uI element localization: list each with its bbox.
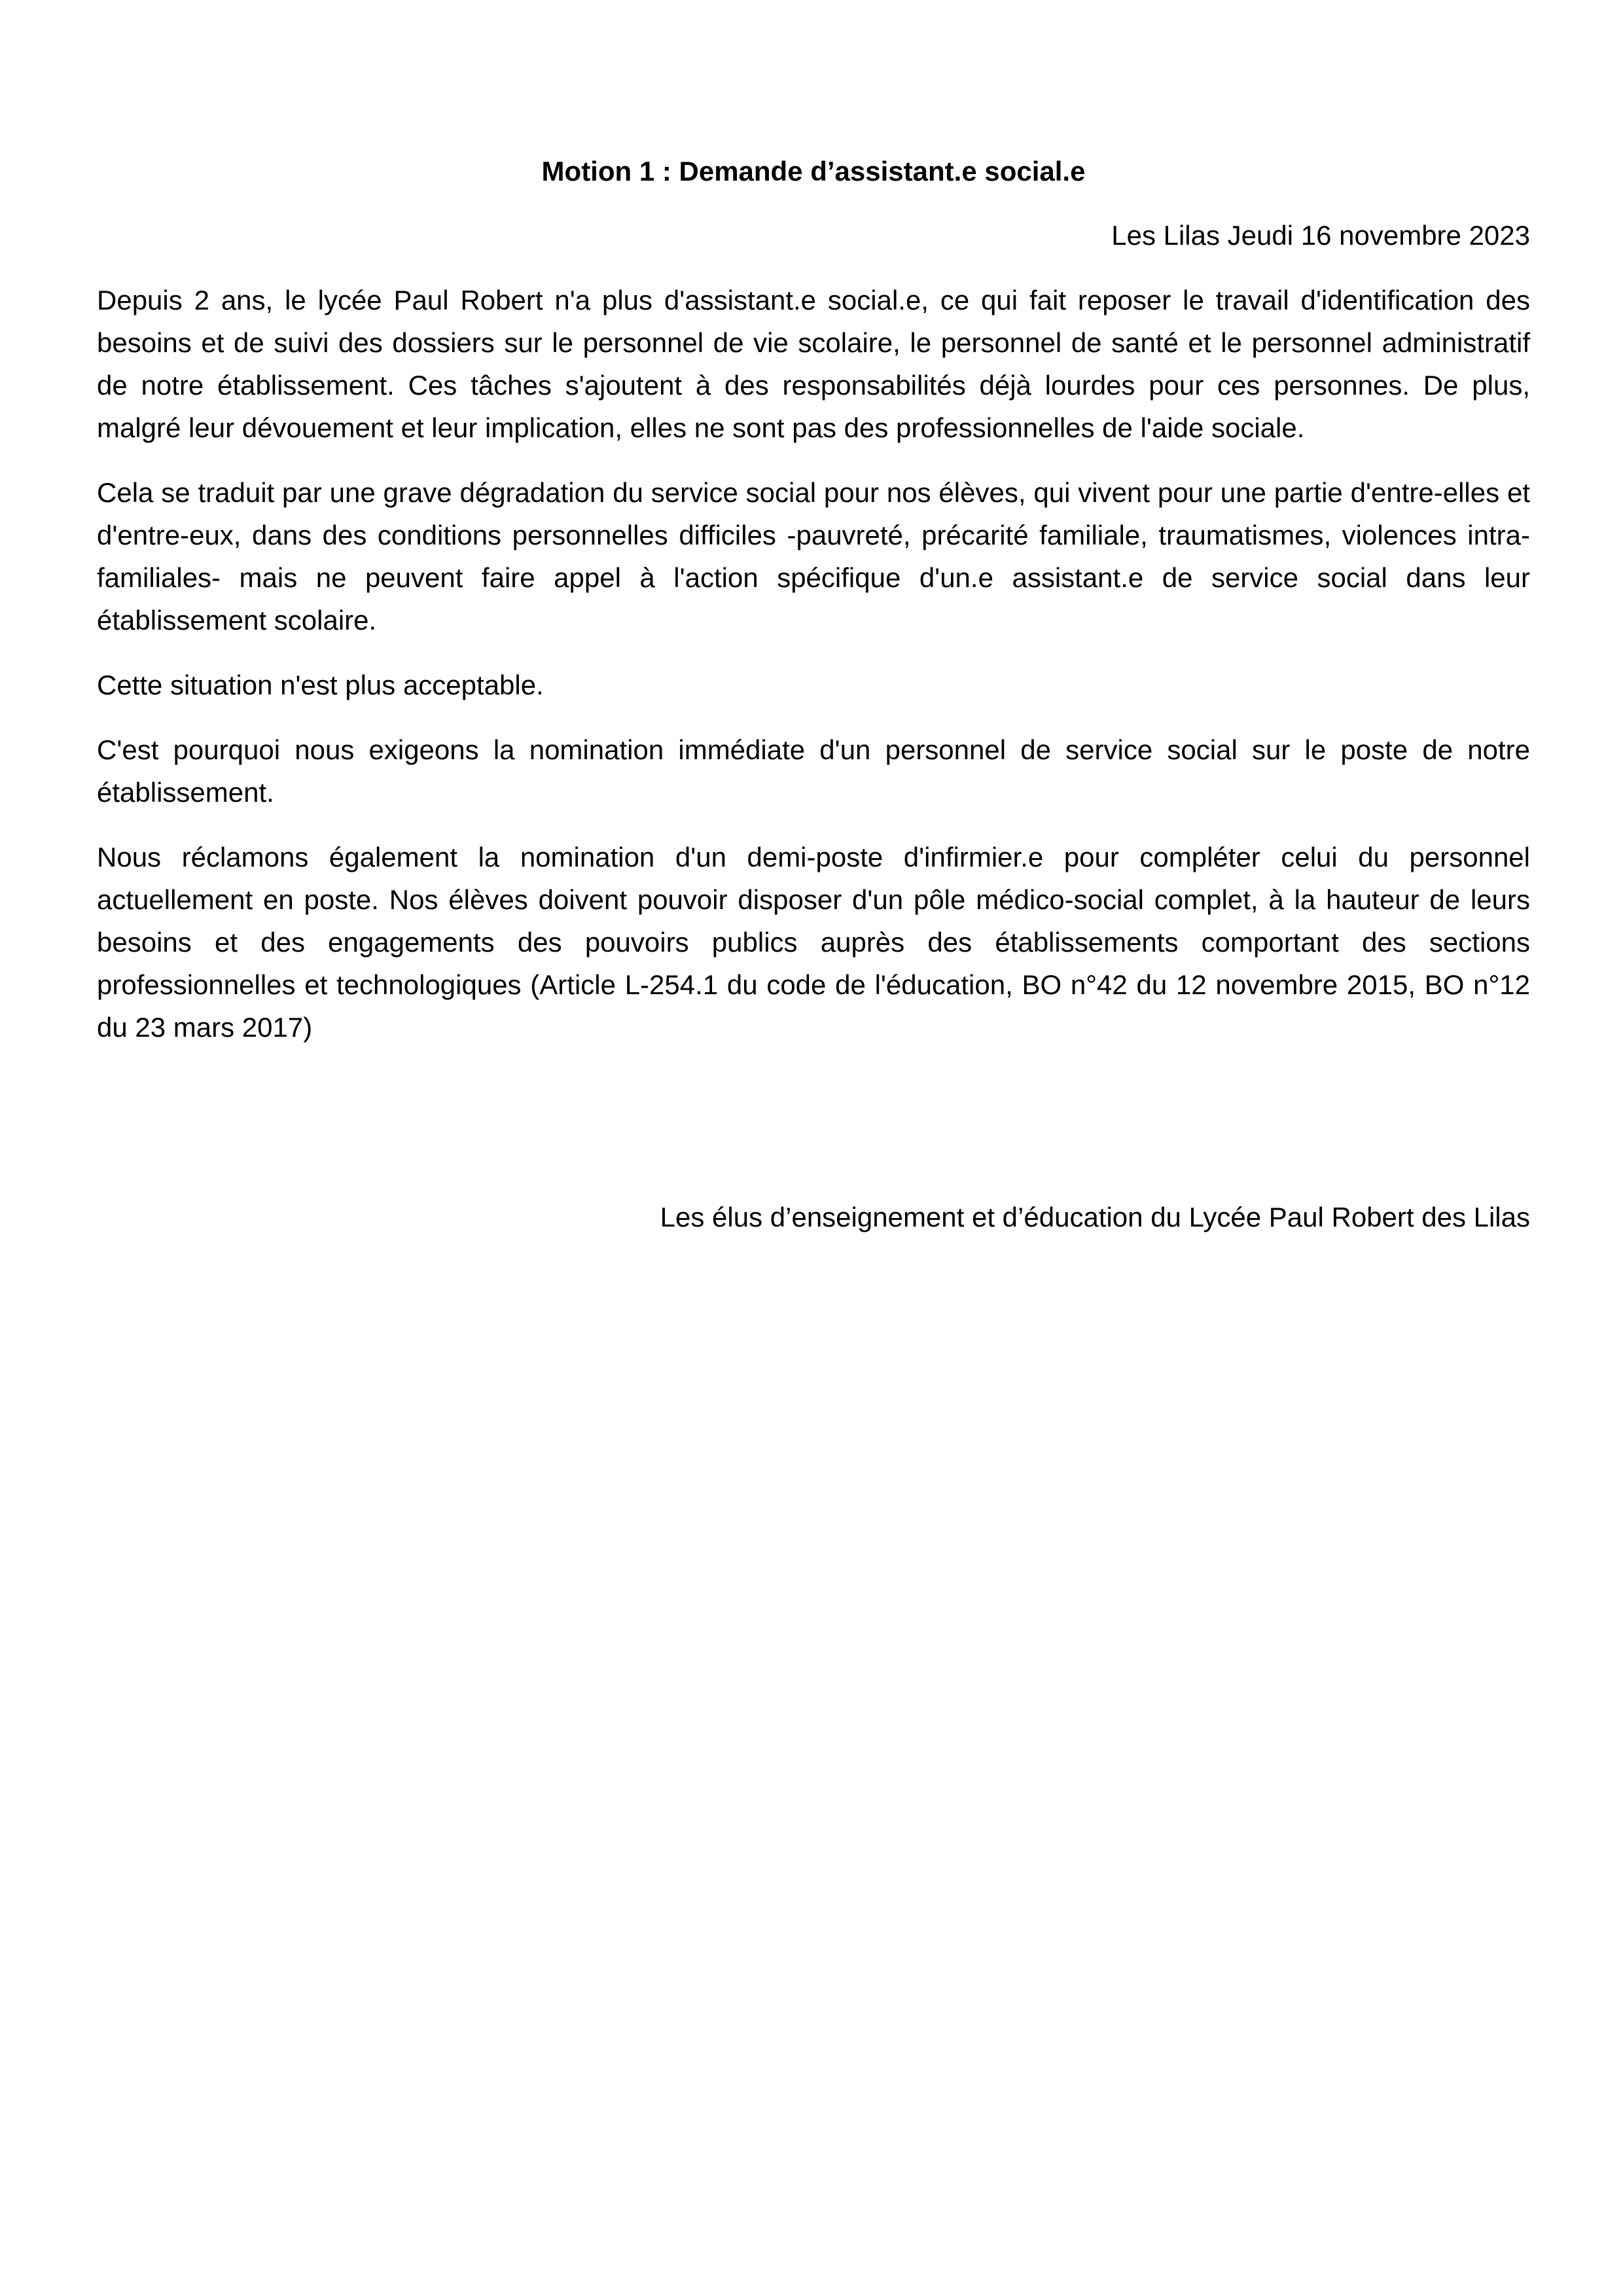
- paragraph-situation: Depuis 2 ans, le lycée Paul Robert n'a plus d'assistant.e social.e, ce qui fait reposer le travail d'identification des besoins et de suivi des dossiers sur le personnel de vie scolaire, le personnel de santé et le personnel administratif de notre établissement. Ces tâches s'ajoutent à des responsabilités déjà lourdes pour ces personnes. De plus, malgré leur dévouement et leur implication, elles ne sont pas des professionnelles de l'aide sociale.: [97, 285, 1530, 443]
- document-body: [97, 151, 1530, 1238]
- paragraph-consequences: Cela se traduit par une grave dégradation du service social pour nos élèves, qui vivent pour une partie d'entre-elles et d'entre-eux, dans des conditions personnelles difficiles -pauvreté, précarité familiale, traumatismes, violences intra-familiales- mais ne peuvent faire appel à l'action spécifique d'un.e assistant.e de service social dans leur établissement scolaire.: [97, 477, 1530, 636]
- paragraph-demand: C'est pourquoi nous exigeons la nomination immédiate d'un personnel de service social sur le poste de notre établissement.: [97, 734, 1530, 808]
- signature-line: Les élus d’enseignement et d’éducation du Lycée Paul Robert des Lilas: [660, 1202, 1530, 1232]
- paragraph-unacceptable: Cette situation n'est plus acceptable.: [97, 670, 544, 700]
- date-line: Les Lilas Jeudi 16 novembre 2023: [1111, 220, 1530, 251]
- document-title: Motion 1 : Demande d’assistant.e social.e: [541, 156, 1086, 187]
- paragraph-nurse-request: Nous réclamons également la nomination d'un demi-poste d'infirmier.e pour compléter celui du personnel actuellement en poste. Nos élèves doivent pouvoir disposer d'un pôle médico-social complet, à la hauteur de leurs besoins et des engagements des pouvoirs publics auprès des établissements comportant des sections professionnelles et technologiques (Article L-254.1 du code de l'éducation, BO n°42 du 12 novembre 2015, BO n°12 du 23 mars 2017): [97, 842, 1530, 1043]
